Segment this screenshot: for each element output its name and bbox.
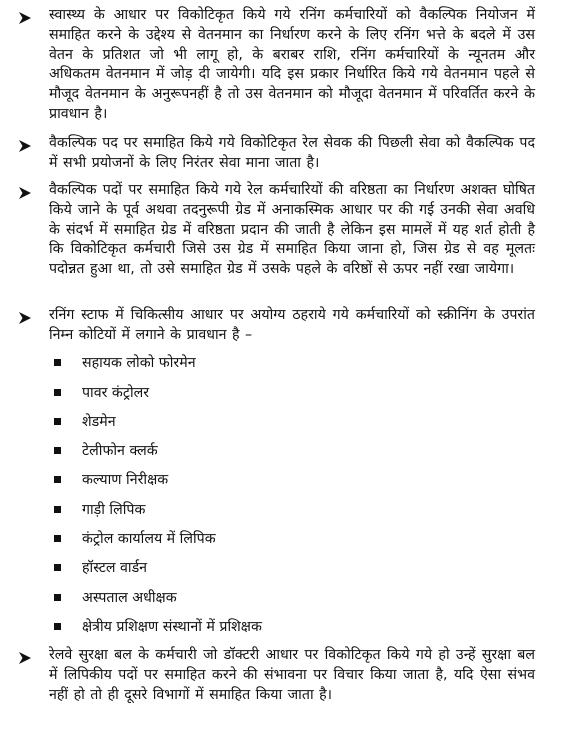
category-label: सहायक लोको फोरमेन bbox=[82, 355, 196, 371]
arrowhead-bullet-icon bbox=[18, 651, 32, 665]
category-item bbox=[0, 470, 568, 490]
square-bullet-icon bbox=[54, 535, 61, 542]
square-bullet-icon bbox=[54, 447, 61, 454]
arrowhead-bullet-icon bbox=[18, 186, 32, 200]
square-bullet-icon bbox=[54, 564, 61, 571]
square-bullet-icon bbox=[54, 389, 61, 396]
paragraph-text: रेलवे सुरक्षा बल के कर्मचारी जो डॉक्टरी आधार पर विकोटिकृत किये गये हो उन्हें सुरक्षा बल में लिपिकीय पदों पर समाहित करने की संभावना पर विचार किया जाता है, यदि ऐसा संभव नहीं हो तो ही दूसरे विभागों में समाहित किया जाता है। bbox=[49, 647, 535, 703]
square-bullet-icon bbox=[54, 476, 61, 483]
category-label: गाड़ी लिपिक bbox=[82, 502, 146, 518]
arrowhead-bullet-icon bbox=[18, 11, 32, 25]
category-label: टेलीफोन क्लर्क bbox=[82, 443, 158, 459]
paragraph-text: स्वास्थ्य के आधार पर विकोटिकृत किये गये रनिंग कर्मचारियों को वैकल्पिक नियोजन में समाहित करने के उद्देश्य से वेतनमान का निर्धारण करने के लिए रनिंग भत्ते के बदले में उस वेतन के प्रतिशत जो भी लागू हो, के बराबर राशि, रनिंग कर्मचारियों के न्यूनतम और अधिकतम वेतनमान में जोड़ दी जायेगी। यदि इस प्रकार निर्धारित किये गये वेतनमान पहले से मौजूद वेतनमान के अनुरूपनहीं है तो उस वेतनमान को मौजूदा वेतनमान में परिवर्तित करने के प्रावधान है। bbox=[49, 7, 535, 122]
square-bullet-icon bbox=[54, 359, 61, 366]
paragraph-text: वैकल्पिक पद पर समाहित किये गये विकोटिकृत रेल सेवक की पिछली सेवा को वैकल्पिक पद में सभी प्रयोजनों के लिए निरंतर सेवा माना जाता है। bbox=[49, 135, 535, 171]
square-bullet-icon bbox=[54, 418, 61, 425]
category-item bbox=[0, 588, 568, 608]
category-item bbox=[0, 558, 568, 578]
arrowhead-bullet-icon bbox=[18, 311, 32, 325]
category-item bbox=[0, 441, 568, 461]
category-label: क्षेत्रीय प्रशिक्षण संस्थानों में प्रशिक्षक bbox=[82, 619, 262, 635]
paragraph-text: वैकल्पिक पदों पर समाहित किये गये रेल कर्मचारियों की वरिष्ठता का निर्धारण अशक्त घोषित किये जाने के पूर्व अथवा तदनुरूपी ग्रेड में अनाकस्मिक आधार पर की गई उनकी सेवा अवधि के संदर्भ में समाहित ग्रेड में वरिष्ठता प्रदान की जाती है लेकिन इस मामलें में यह शर्त होती है कि विकोटिकृत कर्मचारी जिसे उस ग्रेड में समाहित किया जाना हो, जिस ग्रेड से वह मूलतः पदोन्नत हुआ था, तो उसे समाहित ग्रेड में उसके पहले के वरिष्ठों से ऊपर नहीं रखा जायेगा। bbox=[49, 182, 535, 278]
category-item bbox=[0, 383, 568, 403]
category-label: हॉस्टल वार्डन bbox=[82, 560, 148, 576]
category-label: शेडमेन bbox=[82, 414, 116, 430]
category-item bbox=[0, 412, 568, 432]
square-bullet-icon bbox=[54, 506, 61, 513]
category-item bbox=[0, 529, 568, 549]
category-item bbox=[0, 617, 568, 637]
square-bullet-icon bbox=[54, 594, 61, 601]
category-item bbox=[0, 353, 568, 373]
category-label: अस्पताल अधीक्षक bbox=[82, 590, 177, 606]
square-bullet-icon bbox=[54, 623, 61, 630]
category-label: कंट्रोल कार्यालय में लिपिक bbox=[82, 531, 216, 547]
category-label: कल्याण निरीक्षक bbox=[82, 472, 169, 488]
paragraph-text: रनिंग स्टाफ में चिकित्सीय आधार पर अयोग्य ठहराये गये कर्मचारियों को स्क्रीनिंग के उपरांत निम्न कोटियों में लगाने के प्रावधान है – bbox=[49, 307, 535, 343]
category-item bbox=[0, 500, 568, 520]
arrowhead-bullet-icon bbox=[18, 139, 32, 153]
category-label: पावर कंट्रोलर bbox=[82, 385, 150, 401]
